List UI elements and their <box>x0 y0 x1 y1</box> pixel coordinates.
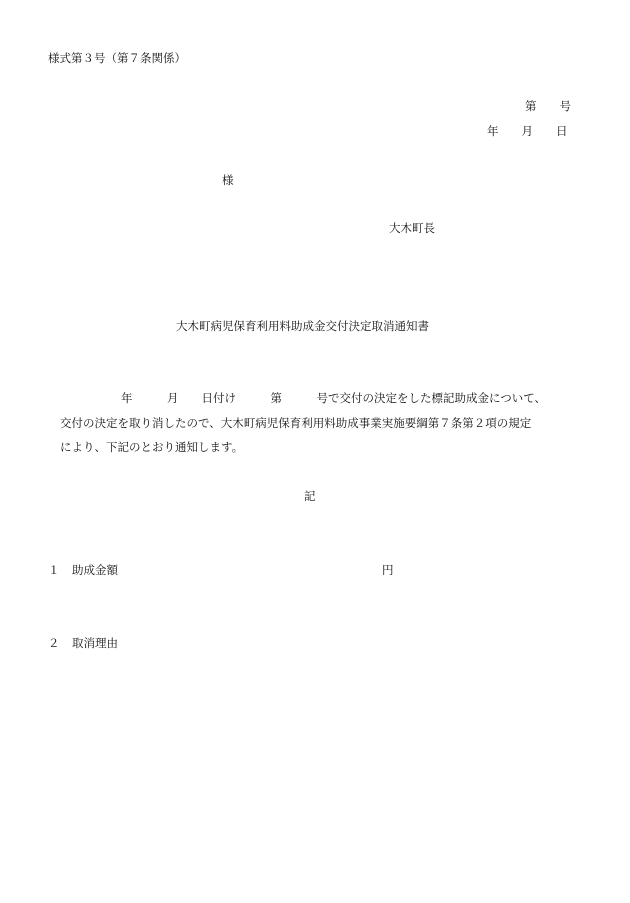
item-2-number: ２ <box>48 636 60 650</box>
date-label: 年 月 日 <box>487 124 568 138</box>
ki-heading: 記 <box>304 489 316 503</box>
body-line-1: 年 月 日付け 第 号で交付の決定をした標記助成金について、 <box>121 391 547 405</box>
item-1-unit: 円 <box>382 563 394 577</box>
form-number: 様式第３号（第７条関係） <box>48 51 186 65</box>
document-number-label: 第 号 <box>525 99 571 113</box>
sender-name: 大木町長 <box>389 221 435 235</box>
item-2-label: 取消理由 <box>72 636 118 650</box>
document-title: 大木町病児保育利用料助成金交付決定取消通知書 <box>176 319 429 333</box>
body-line-2: 交付の決定を取り消したので、大木町病児保育利用料助成事業実施要綱第７条第２項の規定 <box>60 416 532 430</box>
recipient-suffix: 様 <box>222 173 234 187</box>
body-line-3: により、下記のとおり通知します。 <box>60 440 244 454</box>
item-1-label: 助成金額 <box>72 563 118 577</box>
item-1-number: １ <box>48 563 60 577</box>
